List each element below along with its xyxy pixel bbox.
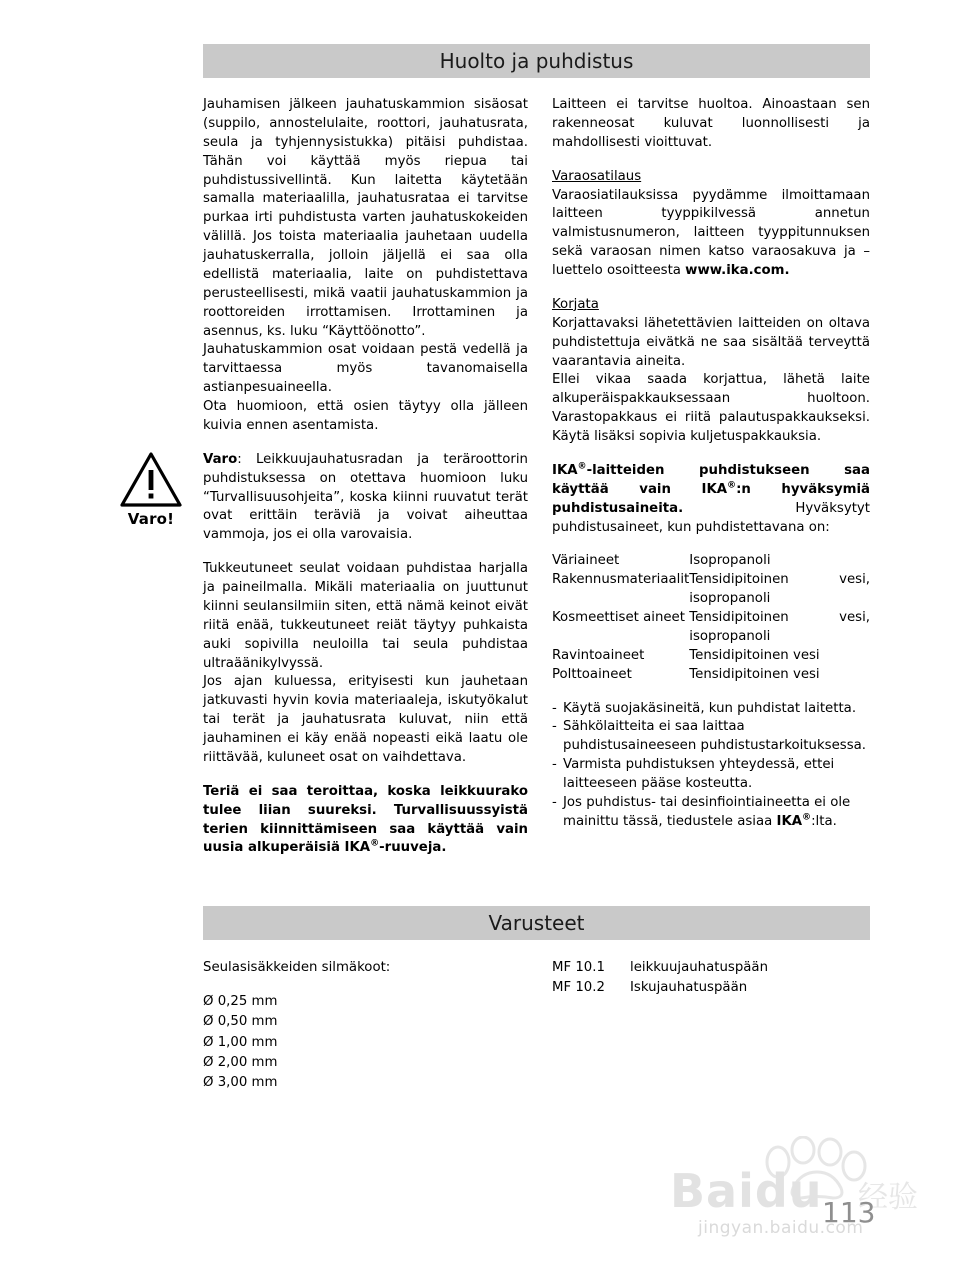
paragraph-repair-clean: Korjattavaksi lähetettävien laitteiden on oltava puhdistettuja eivätkä ne saa sisältää terveyttä vaarantavia aineita. [552,315,870,369]
accessory-row [552,958,872,978]
agent-cleaner: Tensidipitoinen vesi, isopropanoli [689,572,870,607]
mesh-size-item: Ø 0,50 mm [203,1014,278,1030]
paragraph-spare-parts [552,187,870,281]
accessory-name: leikkuujauhatuspään [630,960,768,975]
warning-block [112,452,190,528]
mesh-size-item: Ø 3,00 mm [203,1075,278,1091]
approved-cleaners-tail: Hyväksytyt puhdistusaineet, kun puhdistettavana on: [552,500,870,535]
no-sharpening-text: Teriä ei saa teroittaa, koska leikkuurako tulee liian suureksi. Turvallisuussyistä terien kiinnittämiseen saa käyttää vain uusia alkuperäisiä IKA [203,783,528,856]
accessory-row [552,978,872,998]
no-sharpening-tail: -ruuveja. [379,840,447,856]
note-text: Jos puhdistus- tai desinfiointiaineetta ei ole mainittu tässä, tiedustele asiaa [563,794,851,829]
agent-material: Rakennusmateriaalit [552,572,690,588]
paragraph-clogged-sieves: Tukkeutuneet seulat voidaan puhdistaa harjalla ja paineilmalla. Mikäli materiaalia on juuttunut kiinni seulansilmiin siten, että nämä keinot eivät riitä enää, tukkeutuneet reiät täytyy puhkaista auki sopivilla neuloilla tai seula puhdistaa ultraäänikylvyssä. [203,561,528,671]
table-row [552,647,870,666]
paragraph-approved-cleaners [552,462,870,538]
right-text-column [552,96,870,832]
section-header-maintenance: Huolto ja puhdistus [203,44,870,78]
approved-cleaners-mid-1: -laitteiden puhdistukseen saa käyttää vain [552,462,870,497]
cleaning-notes-list [552,700,870,832]
warning-label: Varo! [127,510,175,528]
table-row [552,571,870,609]
left-text-column [203,96,528,858]
registered-mark-3: ® [802,812,812,823]
agent-cleaner: Isopropanoli [689,553,771,569]
warning-lead-label: Varo [203,451,238,467]
accessories-list [552,958,872,998]
paragraph-grinding-chamber: Jauhamisen jälkeen jauhatuskammion sisäosat (suppilo, annostelulaite, roottori, jauhatusrata, seula ja tyhjennysistukka) pitäisi puhdistaa. Tähän voi käyttää myös riepua tai puhdistussivellintä. Kun laitetta käytetään samalla materiaalilla, jauhatusrataa ei tarvitse purkaa irti puhdistusta varten jauhatuskokeiden välillä. Jos toista materiaalia jauhetaan uudella jauhatuskerralla, jolloin jäljellä ei saa olla edellistä materiaalia, laite on puhdistettava perusteellisesti, mikä vaatii jauhatuskammion ja roottoreiden irrottamisen. Irrottaminen ja asennus, ks. luku “Käyttöönotto”. [203,97,528,339]
registered-mark-1: ® [577,461,587,472]
ika-brand-1: IKA [552,462,578,478]
agent-material: Väriaineet [552,553,620,569]
paragraph-repair-shipping: Ellei vikaa saada korjattua, lähetä laite alkuperäispakkauksessaan huoltoon. Varastopakkaus ei riitä palautuspakkaukseksi. Käytä lisäksi sopivia kuljetuspakkauksia. [552,372,870,444]
ika-website-link[interactable]: www.ika.com. [685,263,790,278]
agent-cleaner: Tensidipitoinen vesi [689,666,820,682]
heading-spare-parts: Varaosatilaus [552,168,642,184]
list-item: - Käytä suojakäsineitä, kun puhdistat laitetta. [552,700,870,719]
mesh-size-item: Ø 0,25 mm [203,994,278,1010]
heading-repair: Korjata [552,296,599,312]
paragraph-no-sharpening [203,783,528,859]
paragraph-washing: Jauhatuskammion osat voidaan pestä vedellä ja tarvittaessa myös tavanomaisella astianpesuaineella. [203,342,528,396]
registered-mark-2: ® [727,480,737,491]
note-tail: :lta. [811,813,837,829]
list-item: - Varmista puhdistuksen yhteydessä, ettei laitteeseen pääse kosteutta. [552,756,870,794]
agent-material: Ravintoaineet [552,647,645,663]
list-item: - Sähkölaitteita ei saa laittaa puhdistusaineeseen puhdistustarkoituksessa. [552,718,870,756]
agent-cleaner: Tensidipitoinen vesi, isopropanoli [689,610,870,644]
mesh-size-item: Ø 1,00 mm [203,1034,278,1050]
registered-mark: ® [370,838,380,849]
accessory-name: Iskujauhatuspään [630,980,748,996]
agent-material: Polttoaineet [552,666,632,682]
warning-triangle-icon [120,452,182,508]
list-item [552,794,870,832]
accessory-code: MF 10.1 [552,960,605,975]
ika-brand-3: IKA [776,813,803,829]
watermark-url: jingyan.baidu.com [698,1218,864,1238]
spare-parts-text: Varaosiatilauksissa pyydämme ilmoittamaan laitteen tyyppikilvessä annetun valmistusnumeron, laitteen tyyppitunnuksen sekä varaosan nimen katso varaosakuva ja –luettelo osoitteesta [552,187,870,278]
paragraph-warning-blades [203,451,528,545]
ika-brand-2: IKA [701,481,728,497]
table-row [552,666,870,685]
page-number: 113 [822,1196,876,1229]
agent-material: Kosmeettiset aineet [552,610,685,625]
table-row [552,552,870,571]
mesh-sizes-block [203,958,503,1093]
watermark-brand: Baidu [670,1164,823,1218]
warning-body-text: : Leikkuujauhatusradan ja teräroottorin puhdistuksessa on otettava huomioon luku “Turvallisuusohjeita”, koska kiinni ruuvatut terät ovat erittäin teräviä ja voivat aiheuttaa vammoja, jos ei olla varovaisia. [203,451,528,543]
cleaning-agents-table [552,552,870,684]
mesh-size-item: Ø 2,00 mm [203,1054,278,1070]
mesh-sizes-title: Seulasisäkkeiden silmäkoot: [203,960,391,975]
baidu-watermark [662,1136,952,1256]
approved-cleaners-mid-2: :n hyväksymiä puhdistusaineita. [552,481,870,516]
agent-cleaner: Tensidipitoinen vesi [689,647,820,663]
table-row [552,609,870,647]
paragraph-no-maintenance: Laitteen ei tarvitse huoltoa. Ainoastaan sen rakenneosat kuluvat luonnollisesti ja mahdollisesti vioittuvat. [552,97,870,150]
paw-print-icon [758,1136,878,1200]
paragraph-wear-parts: Jos ajan kuluessa, erityisesti kun jauhetaan jatkuvasti hyvin kovia materiaaleja, iskutyökalut tai terät ja jauhatusrata kuluvat, niin että jauhaminen ei käy enää nopeasti eikä laatu ole riittävää, kuluneet osat on vaihdettava. [203,674,528,765]
watermark-brand-cn: 经验 [858,1180,918,1215]
paragraph-drying: Ota huomioon, että osien täytyy olla jälleen kuivia ennen asentamista. [203,399,528,433]
section-header-accessories: Varusteet [203,906,870,940]
accessory-code: MF 10.2 [552,980,605,996]
